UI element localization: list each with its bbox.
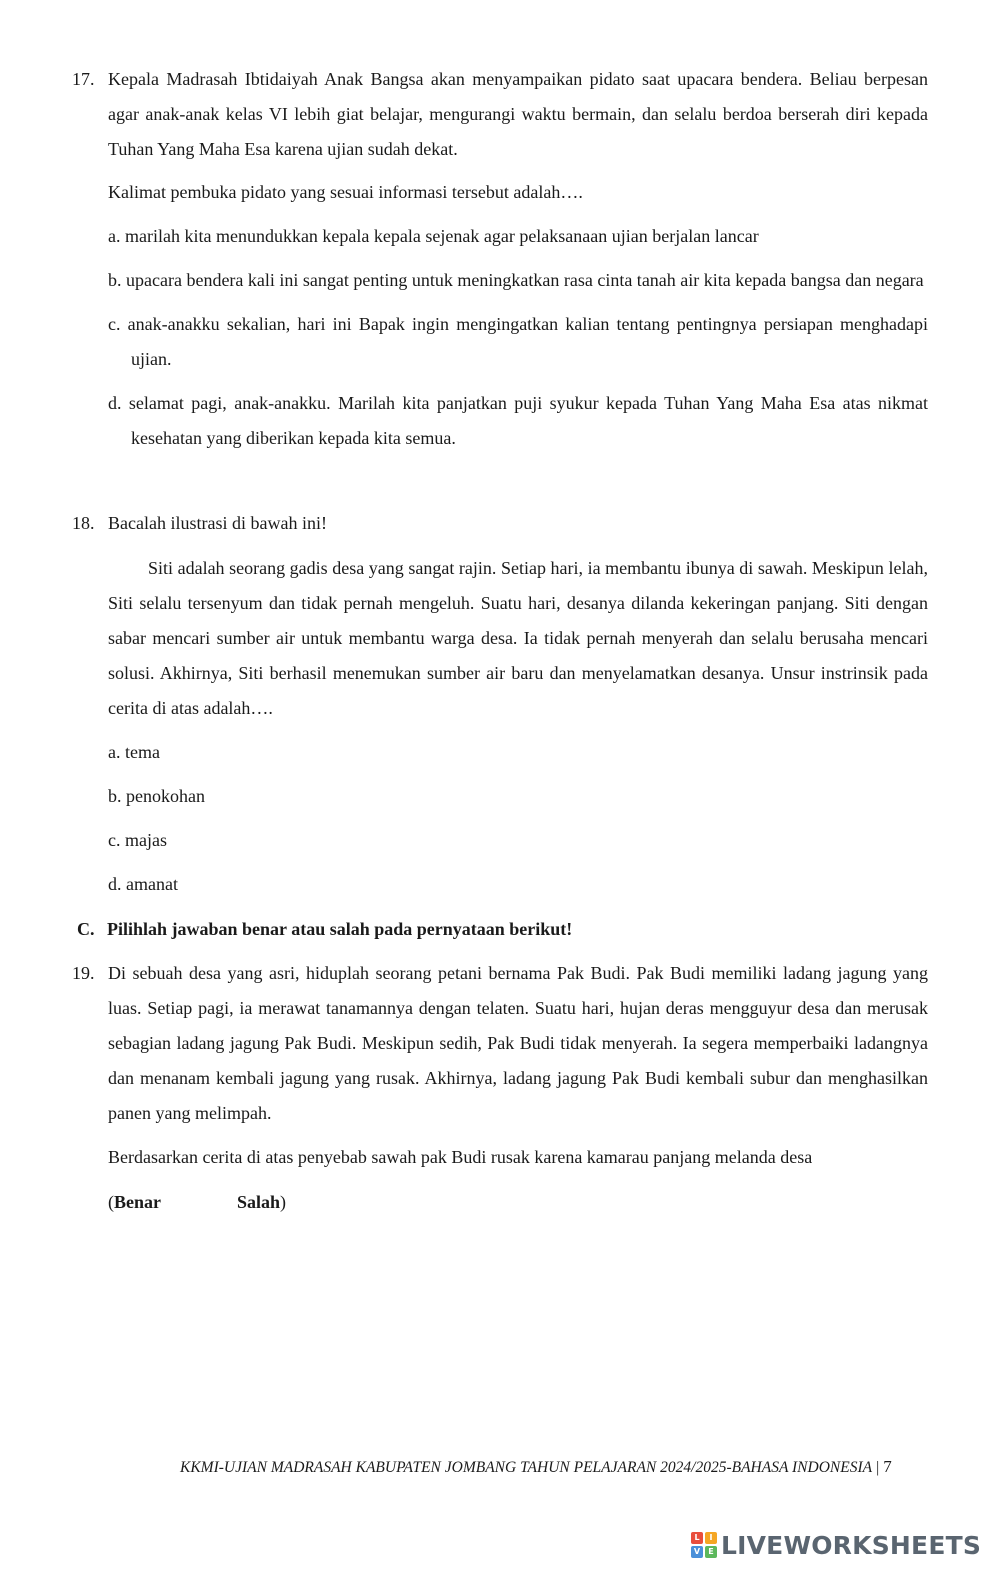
logo-tile: L [691, 1532, 703, 1544]
liveworksheets-logo-icon [691, 1532, 717, 1558]
question-prompt: Bacalah ilustrasi di bawah ini! [108, 513, 327, 533]
question-number: 17. [72, 69, 95, 89]
true-option[interactable]: Benar [114, 1192, 161, 1212]
true-false-choices [108, 1185, 928, 1220]
story-paragraph: Di sebuah desa yang asri, hiduplah seorang petani bernama Pak Budi. Pak Budi memiliki ladang jagung yang luas. Setiap pagi, ia merawat tanamannya dengan telaten. Suatu hari, hujan deras mengguyur desa dan merusak sebagian ladang jagung Pak Budi. Meskipun sedih, Pak Budi tidak menyerah. Ia segera memperbaiki ladangnya dan menanam kembali jagung yang rusak. Akhirnya, ladang jagung Pak Budi kembali subur dan menghasilkan panen yang melimpah. [108, 963, 928, 1123]
close-paren: ) [280, 1192, 287, 1212]
option-d[interactable]: d. selamat pagi, anak-anakku. Marilah kita panjatkan puji syukur kepada Tuhan Yang Maha Esa atas nikmat kesehatan yang diberikan kepada kita semua. [108, 393, 928, 448]
page-footer [180, 1457, 950, 1477]
open-paren: ( [108, 1192, 114, 1212]
option-a[interactable]: a. marilah kita menundukkan kepala kepala sejenak agar pelaksanaan ujian berjalan lancar [108, 226, 759, 246]
option-d[interactable]: d. amanat [108, 874, 178, 894]
story-paragraph: Siti adalah seorang gadis desa yang sangat rajin. Setiap hari, ia membantu ibunya di sawah. Meskipun lelah, Siti selalu tersenyum dan tidak pernah mengeluh. Suatu hari, desanya dilanda kekeringan panjang. Siti dengan sabar mencari sumber air untuk membantu warga desa. Ia tidak pernah menyerah dan selalu berusaha mencari solusi. Akhirnya, Siti berhasil menemukan sumber air baru dan menyelamatkan desanya. Unsur instrinsik pada cerita di atas adalah…. [108, 558, 928, 718]
question-19 [72, 956, 928, 1220]
question-18 [72, 506, 928, 902]
true-false-statement: Berdasarkan cerita di atas penyebab sawah pak Budi rusak karena kamarau panjang melanda desa [108, 1147, 813, 1167]
false-option[interactable]: Salah [237, 1192, 281, 1212]
footer-text: KKMI-UJIAN MADRASAH KABUPATEN JOMBANG TAHUN PELAJARAN 2024/2025-BAHASA INDONESIA [180, 1459, 873, 1476]
question-17 [72, 62, 928, 456]
option-b[interactable]: b. upacara bendera kali ini sangat penting untuk meningkatkan rasa cinta tanah air kita kepada bangsa dan negara [108, 270, 924, 290]
section-letter: C. [77, 919, 95, 939]
section-title: Pilihlah jawaban benar atau salah pada pernyataan berikut! [107, 919, 573, 939]
logo-tile: I [705, 1532, 717, 1544]
option-list [108, 735, 928, 902]
option-c[interactable]: c. majas [108, 830, 167, 850]
section-heading [77, 915, 572, 943]
question-number: 18. [72, 513, 95, 533]
option-b[interactable]: b. penokohan [108, 786, 205, 806]
option-list [108, 219, 928, 456]
brand-name: LIVEWORKSHEETS [721, 1530, 982, 1560]
logo-tile: V [691, 1546, 703, 1558]
liveworksheets-brand [691, 1529, 981, 1561]
option-c[interactable]: c. anak-anakku sekalian, hari ini Bapak ingin mengingatkan kalian tentang pentingnya persiapan menghadapi ujian. [108, 314, 928, 369]
logo-tile: E [705, 1546, 717, 1558]
question-number: 19. [72, 963, 95, 983]
question-paragraph: Kepala Madrasah Ibtidaiyah Anak Bangsa akan menyampaikan pidato saat upacara bendera. Beliau berpesan agar anak-anak kelas VI lebih giat belajar, mengurangi waktu bermain, dan selalu berdoa berserah diri kepada Tuhan Yang Maha Esa karena ujian sudah dekat. [108, 69, 928, 159]
option-a[interactable]: a. tema [108, 742, 160, 762]
question-prompt: Kalimat pembuka pidato yang sesuai informasi tersebut adalah…. [108, 182, 583, 202]
page-number: 7 [883, 1457, 892, 1476]
footer-separator: | [876, 1459, 880, 1476]
